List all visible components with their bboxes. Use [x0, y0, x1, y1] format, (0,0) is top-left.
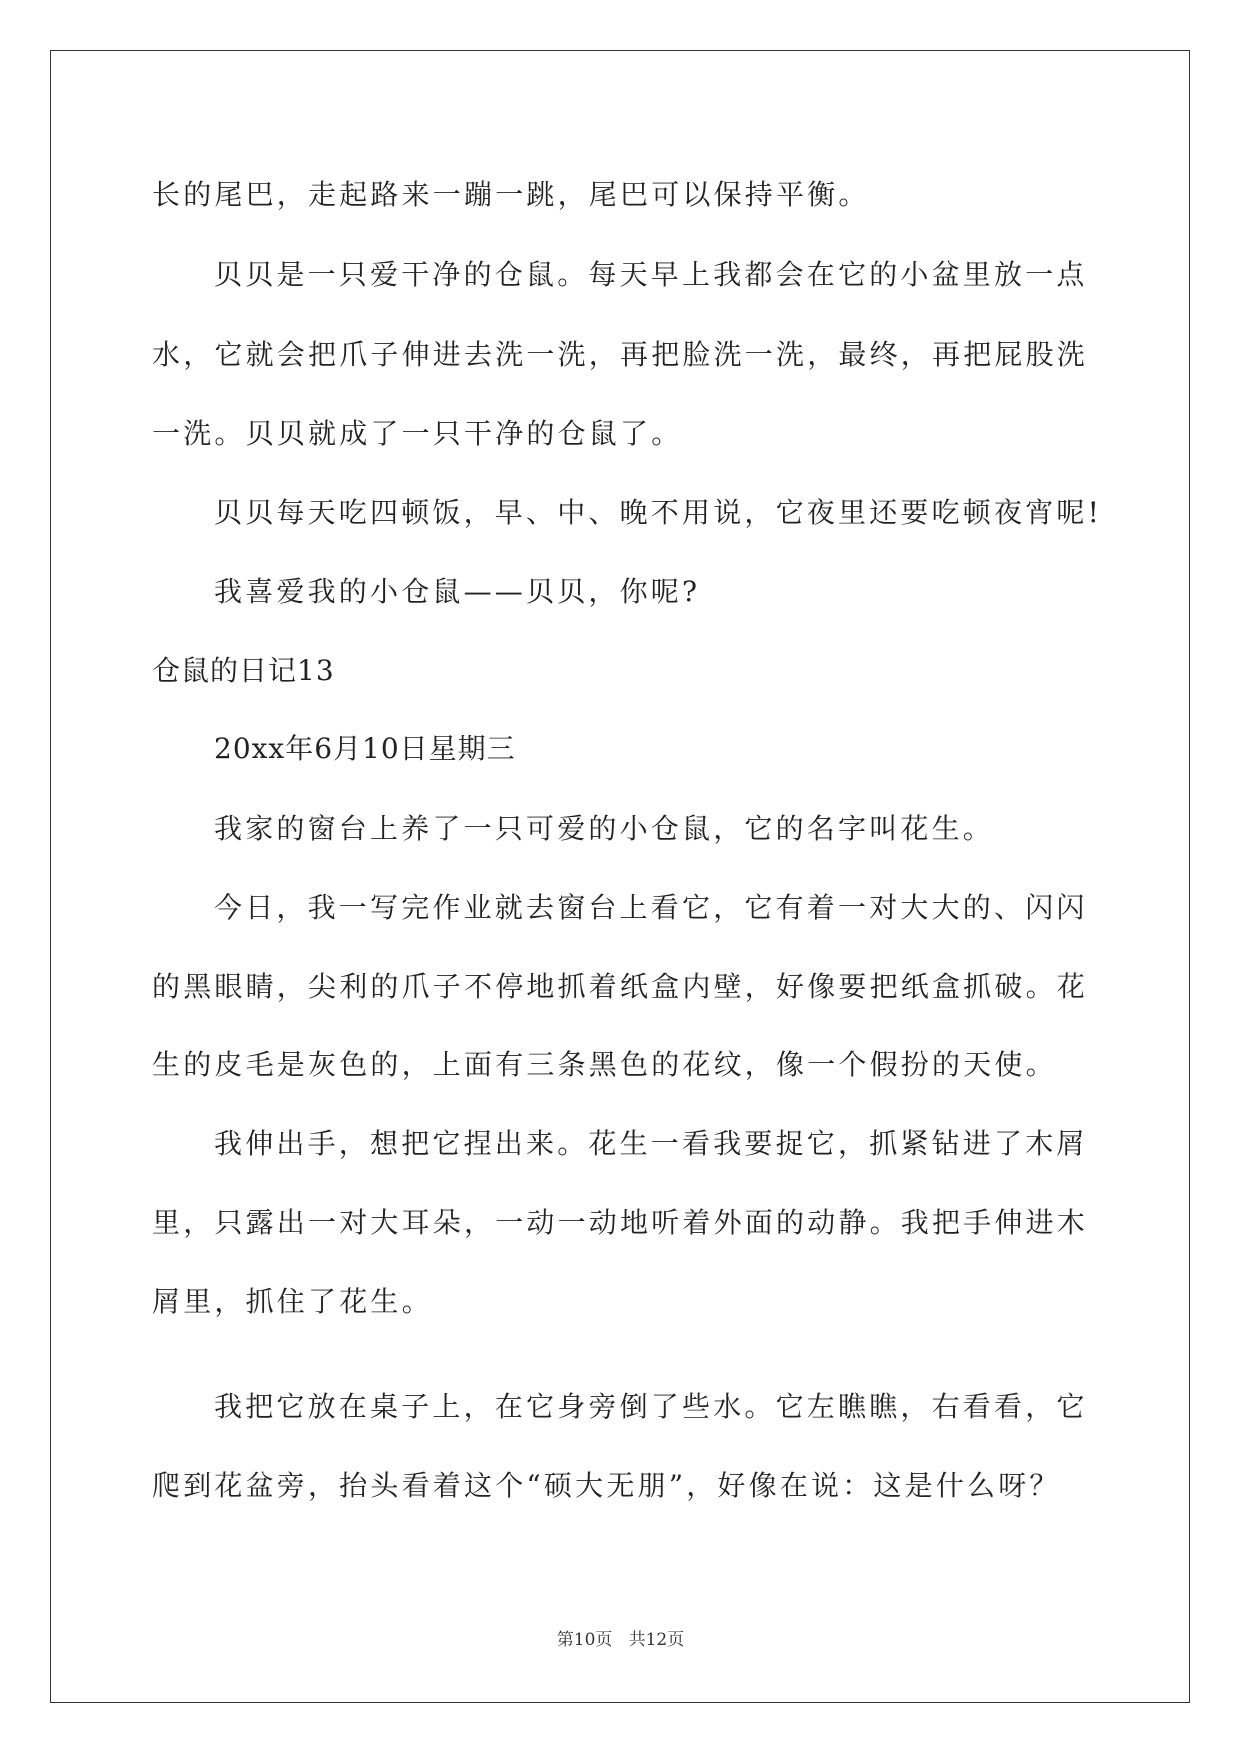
paragraph-line: 我把它放在桌子上，在它身旁倒了些水。它左瞧瞧，右看看，它: [214, 1390, 1088, 1423]
paragraph-line: 今日，我一写完作业就去窗台上看它，它有着一对大大的、闪闪: [214, 891, 1088, 924]
page-footer: 第10页 共12页: [556, 1630, 685, 1650]
page-border: [50, 50, 1190, 1703]
paragraph-line: 贝贝是一只爱干净的仓鼠。每天早上我都会在它的小盆里放一点: [214, 258, 1088, 291]
paragraph-line: 贝贝每天吃四顿饭，早、中、晚不用说，它夜里还要吃顿夜宵呢!: [214, 496, 1103, 529]
paragraph-line: 我家的窗台上养了一只可爱的小仓鼠，它的名字叫花生。: [214, 812, 995, 845]
body-line: 屑里，抓住了花生。: [152, 1285, 433, 1318]
body-line: 生的皮毛是灰色的，上面有三条黑色的花纹，像一个假扮的天使。: [152, 1048, 1057, 1081]
body-line: 里，只露出一对大耳朵，一动一动地听着外面的动静。我把手伸进木: [152, 1206, 1089, 1239]
body-line: 一洗。贝贝就成了一只干净的仓鼠了。: [152, 417, 683, 450]
diary-date: 20xx年6月10日星期三: [214, 732, 516, 765]
paragraph-line: 我喜爱我的小仓鼠——贝贝，你呢?: [214, 575, 701, 608]
body-line: 的黑眼睛，尖利的爪子不停地抓着纸盒内壁，好像要把纸盒抓破。花: [152, 970, 1089, 1003]
body-line: 长的尾巴，走起路来一蹦一跳，尾巴可以保持平衡。: [152, 178, 870, 211]
body-line: 爬到花盆旁，抬头看着这个“硕大无朋”，好像在说：这是什么呀？: [152, 1469, 1061, 1502]
paragraph-line: 我伸出手，想把它捏出来。花生一看我要捉它，抓紧钻进了木屑: [214, 1127, 1088, 1160]
body-line: 水，它就会把爪子伸进去洗一洗，再把脸洗一洗，最终，再把屁股洗: [152, 338, 1089, 371]
section-heading: 仓鼠的日记13: [152, 654, 335, 687]
